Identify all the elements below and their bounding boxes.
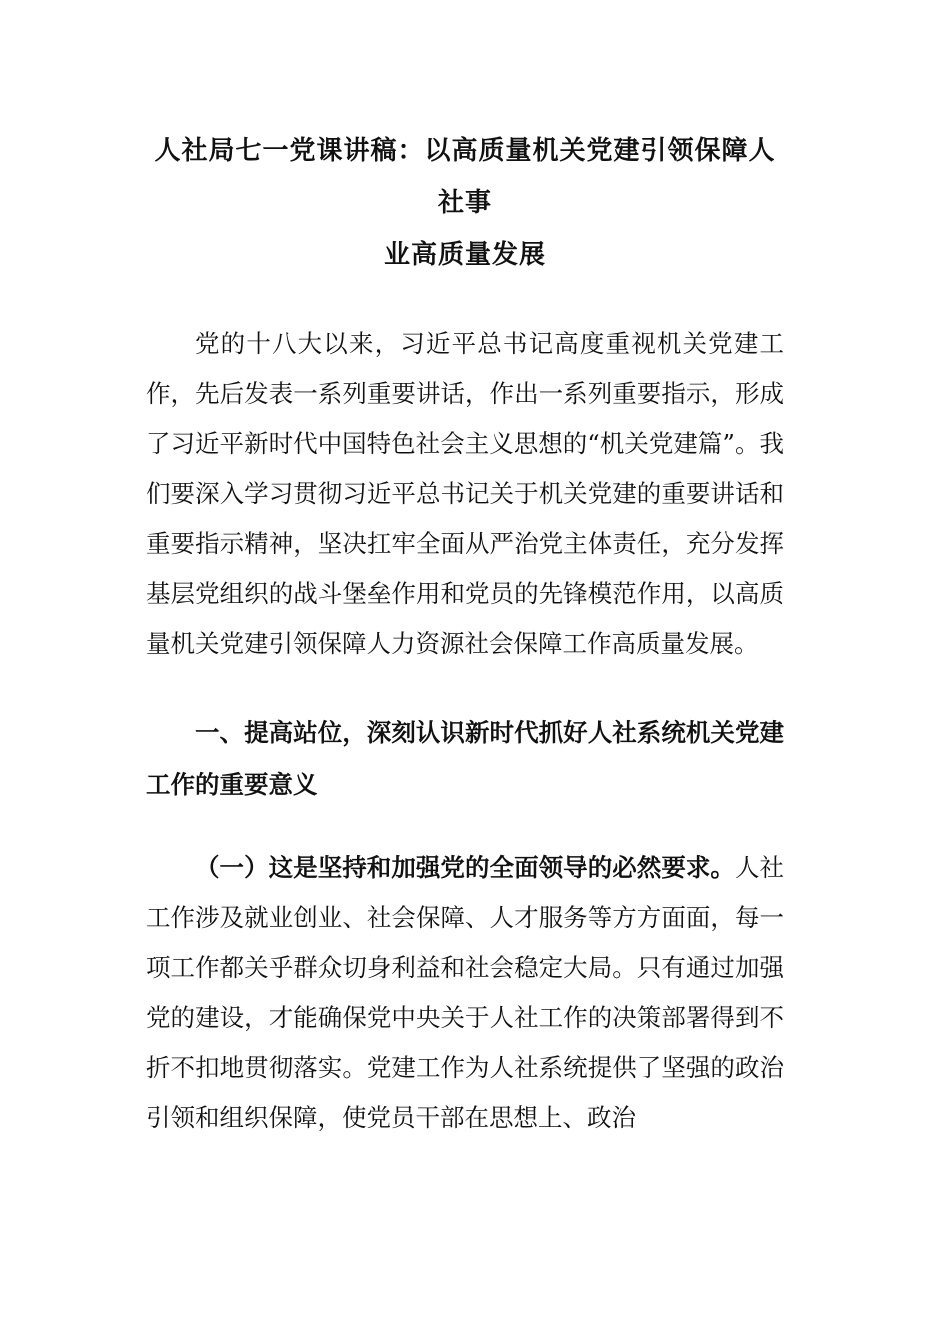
subsection-1-paragraph	[146, 843, 784, 1143]
intro-paragraph: 党的十八大以来，习近平总书记高度重视机关党建工作，先后发表一系列重要讲话，作出一系列重要指示，形成了习近平新时代中国特色社会主义思想的“机关党建篇”。我们要深入学习贯彻习近平总书记关于机关党建的重要讲话和重要指示精神，坚决扛牢全面从严治党主体责任，充分发挥基层党组织的战斗堡垒作用和党员的先锋模范作用，以高质量机关党建引领保障人力资源社会保障工作高质量发展。	[146, 329, 784, 658]
subsection-1-body: 人社工作涉及就业创业、社会保障、人才服务等方方面面，每一项工作都关乎群众切身利益和社会稳定大局。只有通过加强党的建设，才能确保党中央关于人社工作的决策部署得到不折不扣地贯彻落实。党建工作为人社系统提供了坚强的政治引领和组织保障，使党员干部在思想上、政治	[146, 853, 785, 1132]
subsection-1-lead: （一）这是坚持和加强党的全面领导的必然要求。	[195, 853, 735, 882]
document-title	[146, 125, 784, 281]
section-1-heading: 一、提高站位，深刻认识新时代抓好人社系统机关党建工作的重要意义	[146, 718, 784, 799]
document-page	[146, 125, 784, 1143]
title-line-2: 业高质量发展	[383, 240, 546, 270]
title-line-1: 人社局七一党课讲稿：以高质量机关党建引领保障人社事	[154, 136, 776, 218]
